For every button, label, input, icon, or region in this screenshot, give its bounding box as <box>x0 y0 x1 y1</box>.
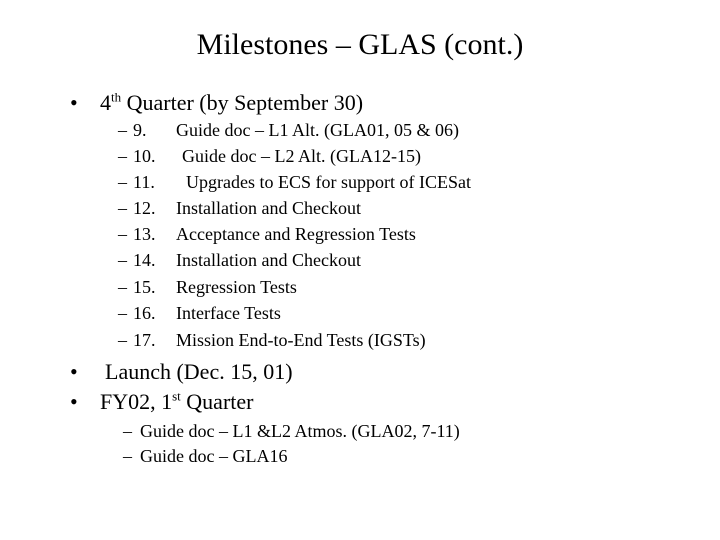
q4-item-number: 14. <box>133 250 156 270</box>
dash-icon: – <box>118 303 127 323</box>
bullet-icon: • <box>70 90 78 115</box>
dash-icon: – <box>118 120 127 140</box>
dash-icon: – <box>123 446 132 466</box>
bullet-4th-quarter <box>70 89 364 116</box>
q4-label-sup: th <box>111 89 122 105</box>
bullet-icon: • <box>70 359 78 384</box>
fy02-item-text: Guide doc – GLA16 <box>140 446 288 466</box>
launch-label: Launch (Dec. 15, 01) <box>105 359 293 384</box>
dash-icon: – <box>118 172 127 192</box>
q4-item-number: 17. <box>133 330 156 350</box>
slide-title: Milestones – GLAS (cont.) <box>196 28 524 61</box>
fy02-label-sup: st <box>172 388 181 404</box>
q4-item-number: 13. <box>133 224 156 244</box>
dash-icon: – <box>118 198 127 218</box>
q4-item-text: Acceptance and Regression Tests <box>176 224 416 244</box>
q4-item-text: Interface Tests <box>176 303 281 323</box>
q4-item-text: Mission End-to-End Tests (IGSTs) <box>176 330 426 350</box>
q4-item-number: 15. <box>133 277 156 297</box>
bullet-launch <box>70 359 293 385</box>
q4-item-text: Installation and Checkout <box>176 198 361 218</box>
q4-label-post: Quarter (by September 30) <box>121 90 364 115</box>
q4-item-text: Guide doc – L2 Alt. (GLA12-15) <box>182 146 421 166</box>
q4-item-text: Regression Tests <box>176 277 297 297</box>
bullet-fy02 <box>70 388 254 415</box>
fy02-item <box>123 421 460 442</box>
dash-icon: – <box>118 277 127 297</box>
dash-icon: – <box>118 250 127 270</box>
q4-item-number: 12. <box>133 198 156 218</box>
dash-icon: – <box>123 421 132 441</box>
fy02-label-post: Quarter <box>180 389 254 414</box>
fy02-label-pre: FY02, 1 <box>100 389 173 414</box>
q4-label-pre: 4 <box>100 90 111 115</box>
q4-item-number: 11. <box>133 172 155 192</box>
q4-item-text: Upgrades to ECS for support of ICESat <box>186 172 471 192</box>
fy02-item <box>123 446 288 467</box>
dash-icon: – <box>118 224 127 244</box>
q4-item-number: 10. <box>133 146 156 166</box>
q4-item-number: 16. <box>133 303 156 323</box>
dash-icon: – <box>118 330 127 350</box>
dash-icon: – <box>118 146 127 166</box>
q4-item-text: Guide doc – L1 Alt. (GLA01, 05 & 06) <box>176 120 459 140</box>
q4-item-text: Installation and Checkout <box>176 250 361 270</box>
q4-item-number: 9. <box>133 120 147 140</box>
fy02-item-text: Guide doc – L1 &L2 Atmos. (GLA02, 7-11) <box>140 421 460 441</box>
bullet-icon: • <box>70 389 78 414</box>
